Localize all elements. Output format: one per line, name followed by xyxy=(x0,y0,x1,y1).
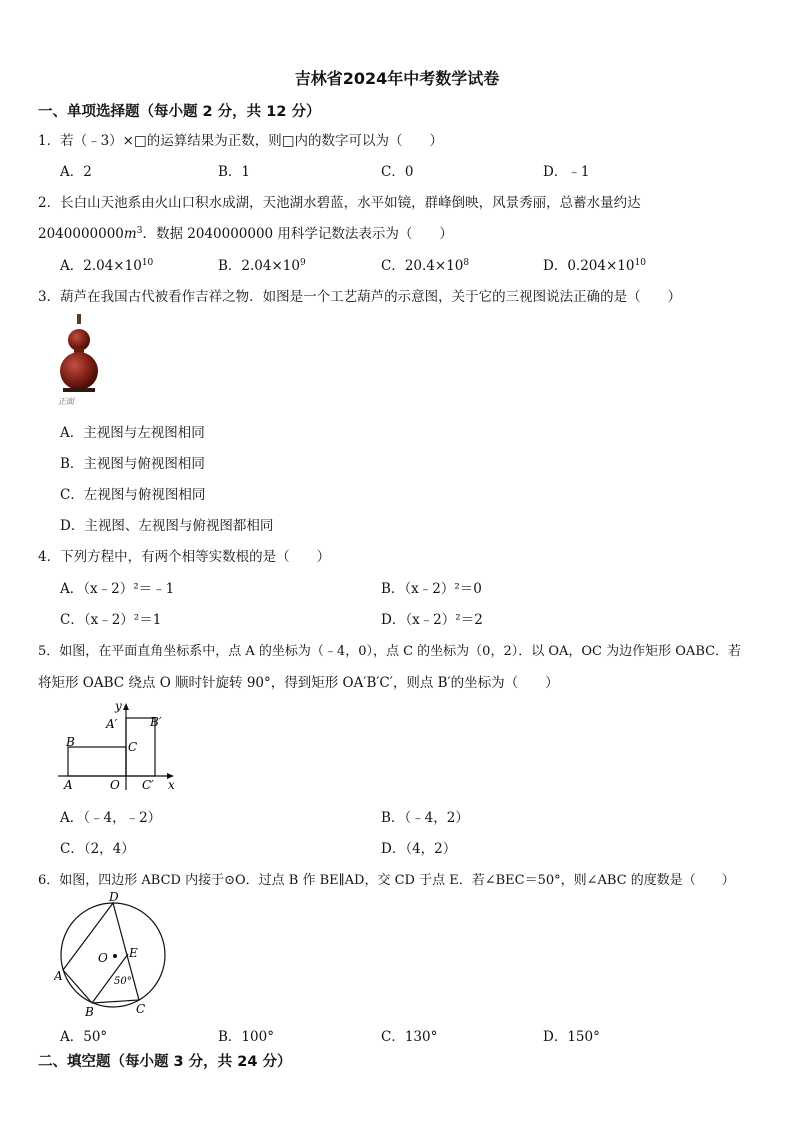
question-4-stem: 4．下列方程中，有两个相等实数根的是（ ） xyxy=(38,549,331,565)
q4-option-a: A．（x﹣2）²＝﹣1 xyxy=(60,581,175,597)
label-B-prime: B′ xyxy=(150,715,162,729)
q1-option-d: D．﹣1 xyxy=(543,164,590,180)
label-B: B xyxy=(66,735,75,749)
q2-option-c: C．$20.4\times 10^8$ xyxy=(381,258,470,274)
q1-option-b: B．1 xyxy=(218,164,251,180)
gourd-stem xyxy=(77,314,81,324)
question-2-stem-line2: $2040000000m^3$．数据 2040000000 用科学记数法表示为（ ） xyxy=(38,226,453,242)
label-O: O xyxy=(110,778,120,792)
question-5-stem-line2: 将矩形 OABC 绕点 O 顺时针旋转 90°，得到矩形 OA′B′C′，则点 B′的坐标为（ ） xyxy=(38,675,559,691)
q5-option-a: A．（﹣4，﹣2） xyxy=(60,810,162,826)
label-angle-50: 50° xyxy=(114,976,132,987)
q1-option-c: C．0 xyxy=(381,164,414,180)
label-O: O xyxy=(98,951,108,965)
gourd-view-label: 正面 xyxy=(58,397,74,406)
q5-option-c: C．（2，4） xyxy=(60,841,135,857)
center-point-O xyxy=(113,954,117,958)
q4-option-d: D．（x﹣2）²＝2 xyxy=(381,612,483,628)
coordinate-rectangle-figure xyxy=(56,700,178,792)
q6-option-d: D．150° xyxy=(543,1029,600,1045)
label-D: D xyxy=(109,890,119,904)
inscribed-quadrilateral-figure xyxy=(54,890,172,1020)
q5-option-b: B．（﹣4，2） xyxy=(381,810,469,826)
section-heading-fill-blank: 二、填空题（每小题 3 分，共 24 分） xyxy=(38,1054,292,1070)
question-2-stem-line1: 2．长白山天池系由火山口积水成湖，天池湖水碧蓝，水平如镜，群峰倒映，风景秀丽，总蓄水量约达 xyxy=(38,195,641,211)
q2-option-d: D．$0.204\times 10^{10}$ xyxy=(543,258,646,274)
question-5-stem-line1: 5．如图，在平面直角坐标系中，点 A 的坐标为（﹣4，0），点 C 的坐标为（0，2）．以 OA，OC 为边作矩形 OABC．若 xyxy=(38,644,742,659)
label-x: x xyxy=(168,778,175,792)
page-title: 吉林省2024年中考数学试卷 xyxy=(294,69,500,88)
q3-option-a: A．主视图与左视图相同 xyxy=(60,425,205,441)
question-3-stem: 3．葫芦在我国古代被看作吉祥之物．如图是一个工艺葫芦的示意图，关于它的三视图说法正确的是（ ） xyxy=(38,289,682,305)
y-axis-arrow xyxy=(123,703,129,710)
q1-option-a: A．2 xyxy=(60,164,92,180)
q4-option-c: C．（x﹣2）²＝1 xyxy=(60,612,162,628)
label-C-prime: C′ xyxy=(142,778,154,792)
label-y: y xyxy=(115,700,122,713)
q6-option-b: B．100° xyxy=(218,1029,274,1045)
question-1-stem: 1．若（﹣3）×□的运算结果为正数，则□内的数字可以为（ ） xyxy=(38,133,443,149)
label-A-prime: A′ xyxy=(106,717,118,731)
label-A: A xyxy=(54,969,63,983)
q2-option-a: A．$2.04\times 10^{10}$ xyxy=(60,258,154,274)
label-A: A xyxy=(64,778,73,792)
label-E: E xyxy=(129,946,138,960)
label-B: B xyxy=(85,1005,94,1019)
gourd-bottom-bulb xyxy=(60,352,98,390)
question-6-stem: 6．如图，四边形 ABCD 内接于⊙O．过点 B 作 BE∥AD，交 CD 于点 E．若∠BEC＝50°，则∠ABC 的度数是（ ） xyxy=(38,873,735,888)
q3-option-b: B．主视图与俯视图相同 xyxy=(60,456,205,472)
q4-option-b: B．（x﹣2）²＝0 xyxy=(381,581,482,597)
section-heading-choice: 一、单项选择题（每小题 2 分，共 12 分） xyxy=(38,104,321,120)
gourd-base xyxy=(63,388,95,392)
label-C: C xyxy=(136,1002,146,1016)
q5-option-d: D．（4，2） xyxy=(381,841,457,857)
rectangle-OABC xyxy=(68,747,126,776)
q2-option-b: B．$2.04\times 10^9$ xyxy=(218,258,306,274)
circle-O xyxy=(61,903,165,1007)
q3-option-d: D．主视图、左视图与俯视图都相同 xyxy=(60,518,274,534)
q3-option-c: C．左视图与俯视图相同 xyxy=(60,487,206,503)
label-C: C xyxy=(128,740,138,754)
gourd-top-bulb xyxy=(68,329,90,351)
gourd-figure xyxy=(55,312,105,408)
q6-option-a: A．50° xyxy=(60,1029,108,1045)
q6-option-c: C．130° xyxy=(381,1029,438,1045)
